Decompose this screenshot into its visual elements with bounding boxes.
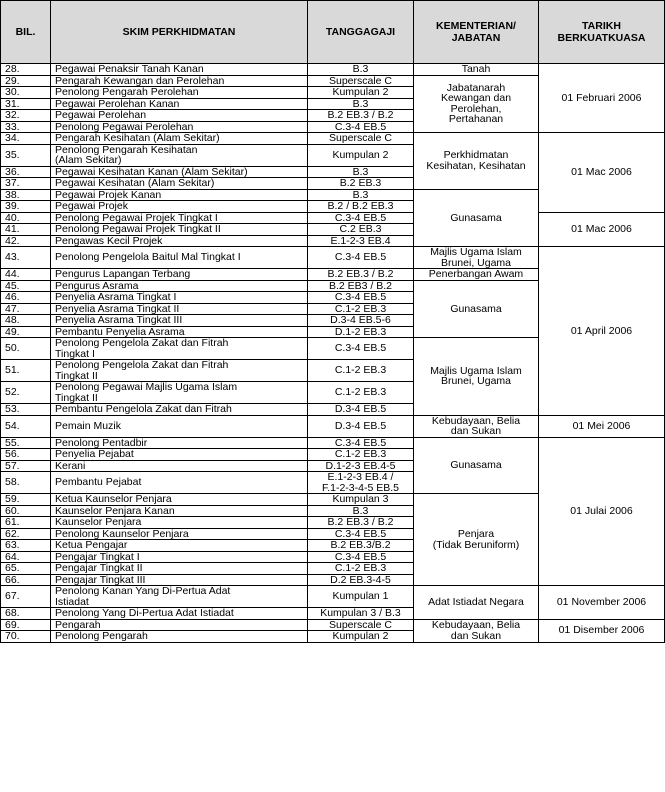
tarikh-cell: 01 Mei 2006 <box>539 415 665 437</box>
row-gaji: C.1-2 EB.3 <box>308 563 414 575</box>
header-tarikh: TARIKH BERKUATKUASA <box>539 1 665 64</box>
row-bil: 39. <box>1 201 51 213</box>
row-bil: 68. <box>1 608 51 620</box>
kementerian-cell: Kebudayaan, Belia dan Sukan <box>414 619 539 642</box>
row-bil: 59. <box>1 494 51 506</box>
row-skim: Penolong Pengarah Perolehan <box>51 87 308 99</box>
row-bil: 62. <box>1 528 51 540</box>
row-bil: 51. <box>1 360 51 382</box>
tarikh-cell: 01 April 2006 <box>539 247 665 416</box>
tarikh-cell: 01 Februari 2006 <box>539 64 665 133</box>
row-gaji: B.2 EB.3 / B.2 <box>308 517 414 529</box>
kementerian-cell: Penerbangan Awam <box>414 269 539 281</box>
table-row <box>1 212 665 224</box>
kementerian-cell: Tanah <box>414 64 539 76</box>
row-gaji: C.3-4 EB.5 <box>308 437 414 449</box>
table-row <box>1 586 665 608</box>
row-skim: Pengurus Asrama <box>51 280 308 292</box>
tarikh-cell: 01 Julai 2006 <box>539 437 665 586</box>
row-gaji: B.2 EB.3 <box>308 178 414 190</box>
row-gaji: C.3-4 EB.5 <box>308 212 414 224</box>
kementerian-cell: Gunasama <box>414 280 539 338</box>
row-gaji: D.1-2 EB.3 <box>308 326 414 338</box>
table-row <box>1 619 665 631</box>
row-bil: 63. <box>1 540 51 552</box>
table-row <box>1 64 665 76</box>
row-gaji: C.3-4 EB.5 <box>308 247 414 269</box>
row-gaji: B.2 EB.3 / B.2 <box>308 110 414 122</box>
header-kementerian: KEMENTERIAN/ JABATAN <box>414 1 539 64</box>
row-gaji: Kumpulan 3 / B.3 <box>308 608 414 620</box>
row-bil: 34. <box>1 133 51 145</box>
tarikh-cell: 01 Disember 2006 <box>539 619 665 642</box>
row-bil: 56. <box>1 449 51 461</box>
row-gaji: B.2 EB.3 / B.2 <box>308 269 414 281</box>
table-row <box>1 133 665 145</box>
row-gaji: B.2 EB.3/B.2 <box>308 540 414 552</box>
row-bil: 69. <box>1 619 51 631</box>
row-bil: 58. <box>1 472 51 494</box>
row-skim: Penolong Pengelola Baitul Mal Tingkat I <box>51 247 308 269</box>
row-gaji: D.1-2-3 EB.4-5 <box>308 460 414 472</box>
row-skim: Penolong Pegawai Perolehan <box>51 121 308 133</box>
header-tanggagaji: TANGGAGAJI <box>308 1 414 64</box>
row-gaji: C.2 EB.3 <box>308 224 414 236</box>
table-row <box>1 247 665 269</box>
row-skim: Pegawai Perolehan Kanan <box>51 98 308 110</box>
row-skim: Pembantu Pengelola Zakat dan Fitrah <box>51 404 308 416</box>
row-skim: Penolong Pegawai Majlis Ugama Islam Tingkat II <box>51 382 308 404</box>
row-skim: Penolong Pentadbir <box>51 437 308 449</box>
row-skim: Penolong Pegawai Projek Tingkat II <box>51 224 308 236</box>
row-bil: 66. <box>1 574 51 586</box>
row-bil: 29. <box>1 75 51 87</box>
row-skim: Pembantu Pejabat <box>51 472 308 494</box>
row-skim: Ketua Kaunselor Penjara <box>51 494 308 506</box>
row-skim: Pengarah Kesihatan (Alam Sekitar) <box>51 133 308 145</box>
row-bil: 43. <box>1 247 51 269</box>
row-bil: 40. <box>1 212 51 224</box>
row-gaji: D.3-4 EB.5 <box>308 404 414 416</box>
row-gaji: C.3-4 EB.5 <box>308 528 414 540</box>
row-bil: 33. <box>1 121 51 133</box>
row-skim: Penyelia Asrama Tingkat III <box>51 315 308 327</box>
row-skim: Pembantu Penyelia Asrama <box>51 326 308 338</box>
row-skim: Pengajar Tingkat II <box>51 563 308 575</box>
row-gaji: Kumpulan 2 <box>308 631 414 643</box>
row-skim: Penolong Pengelola Zakat dan Fitrah Tingkat II <box>51 360 308 382</box>
row-skim: Penolong Pengarah Kesihatan (Alam Sekitar) <box>51 144 308 166</box>
row-skim: Pengarah <box>51 619 308 631</box>
row-bil: 41. <box>1 224 51 236</box>
row-gaji: B.3 <box>308 166 414 178</box>
row-skim: Pengajar Tingkat III <box>51 574 308 586</box>
row-skim: Penolong Yang Di-Pertua Adat Istiadat <box>51 608 308 620</box>
row-gaji: Superscale C <box>308 133 414 145</box>
row-gaji: E.1-2-3 EB.4 / F.1-2-3-4-5 EB.5 <box>308 472 414 494</box>
row-gaji: C.3-4 EB.5 <box>308 338 414 360</box>
row-skim: Pegawai Kesihatan Kanan (Alam Sekitar) <box>51 166 308 178</box>
row-gaji: B.3 <box>308 98 414 110</box>
row-bil: 54. <box>1 415 51 437</box>
kementerian-cell: Gunasama <box>414 437 539 494</box>
row-bil: 52. <box>1 382 51 404</box>
row-skim: Penyelia Asrama Tingkat II <box>51 303 308 315</box>
row-skim: Kaunselor Penjara <box>51 517 308 529</box>
row-bil: 61. <box>1 517 51 529</box>
row-bil: 50. <box>1 338 51 360</box>
row-skim: Kerani <box>51 460 308 472</box>
row-bil: 32. <box>1 110 51 122</box>
row-gaji: B.2 EB3 / B.2 <box>308 280 414 292</box>
header-row <box>1 1 665 64</box>
row-gaji: Kumpulan 3 <box>308 494 414 506</box>
row-bil: 28. <box>1 64 51 76</box>
row-bil: 70. <box>1 631 51 643</box>
kementerian-cell: Majlis Ugama Islam Brunei, Ugama <box>414 338 539 416</box>
row-gaji: Kumpulan 2 <box>308 144 414 166</box>
row-gaji: C.3-4 EB.5 <box>308 121 414 133</box>
row-skim: Pemain Muzik <box>51 415 308 437</box>
row-skim: Penolong Kaunselor Penjara <box>51 528 308 540</box>
row-gaji: C.1-2 EB.3 <box>308 382 414 404</box>
tarikh-cell: 01 Mac 2006 <box>539 133 665 213</box>
row-gaji: B.2 / B.2 EB.3 <box>308 201 414 213</box>
row-gaji: B.3 <box>308 189 414 201</box>
row-skim: Penolong Pengarah <box>51 631 308 643</box>
table-row <box>1 415 665 437</box>
row-skim: Pegawai Penaksir Tanah Kanan <box>51 64 308 76</box>
kementerian-cell: Kebudayaan, Belia dan Sukan <box>414 415 539 437</box>
row-skim: Pegawai Kesihatan (Alam Sekitar) <box>51 178 308 190</box>
header-bil: BIL. <box>1 1 51 64</box>
row-bil: 31. <box>1 98 51 110</box>
row-bil: 60. <box>1 505 51 517</box>
kementerian-cell: Penjara (Tidak Beruniform) <box>414 494 539 586</box>
row-skim: Pegawai Perolehan <box>51 110 308 122</box>
row-bil: 44. <box>1 269 51 281</box>
row-bil: 55. <box>1 437 51 449</box>
row-bil: 65. <box>1 563 51 575</box>
row-bil: 46. <box>1 292 51 304</box>
row-bil: 36. <box>1 166 51 178</box>
row-gaji: C.1-2 EB.3 <box>308 360 414 382</box>
row-bil: 38. <box>1 189 51 201</box>
row-gaji: Kumpulan 2 <box>308 87 414 99</box>
kementerian-cell: Perkhidmatan Kesihatan, Kesihatan <box>414 133 539 190</box>
row-bil: 48. <box>1 315 51 327</box>
kementerian-cell: Gunasama <box>414 189 539 247</box>
tarikh-cell: 01 November 2006 <box>539 586 665 620</box>
row-skim: Kaunselor Penjara Kanan <box>51 505 308 517</box>
row-skim: Penolong Pegawai Projek Tingkat I <box>51 212 308 224</box>
row-skim: Penyelia Asrama Tingkat I <box>51 292 308 304</box>
kementerian-cell: Adat Istiadat Negara <box>414 586 539 620</box>
row-skim: Pengarah Kewangan dan Perolehan <box>51 75 308 87</box>
row-gaji: Superscale C <box>308 75 414 87</box>
row-skim: Ketua Pengajar <box>51 540 308 552</box>
row-gaji: D.3-4 EB.5-6 <box>308 315 414 327</box>
header-skim: SKIM PERKHIDMATAN <box>51 1 308 64</box>
row-gaji: Kumpulan 1 <box>308 586 414 608</box>
row-bil: 42. <box>1 235 51 247</box>
row-gaji: D.3-4 EB.5 <box>308 415 414 437</box>
row-bil: 30. <box>1 87 51 99</box>
row-bil: 64. <box>1 551 51 563</box>
row-skim: Pegawai Projek Kanan <box>51 189 308 201</box>
table-row <box>1 437 665 449</box>
row-skim: Penyelia Pejabat <box>51 449 308 461</box>
row-gaji: C.3-4 EB.5 <box>308 551 414 563</box>
row-bil: 57. <box>1 460 51 472</box>
row-gaji: B.3 <box>308 64 414 76</box>
row-gaji: C.1-2 EB.3 <box>308 303 414 315</box>
row-gaji: C.3-4 EB.5 <box>308 292 414 304</box>
row-skim: Pegawai Projek <box>51 201 308 213</box>
kementerian-cell: Jabatanarah Kewangan dan Perolehan, Pertahanan <box>414 75 539 133</box>
row-skim: Pengajar Tingkat I <box>51 551 308 563</box>
row-bil: 67. <box>1 586 51 608</box>
row-gaji: C.1-2 EB.3 <box>308 449 414 461</box>
row-bil: 47. <box>1 303 51 315</box>
row-gaji: E.1-2-3 EB.4 <box>308 235 414 247</box>
row-skim: Pengawas Kecil Projek <box>51 235 308 247</box>
row-bil: 37. <box>1 178 51 190</box>
row-skim: Penolong Kanan Yang Di-Pertua Adat Istiadat <box>51 586 308 608</box>
row-bil: 49. <box>1 326 51 338</box>
row-bil: 53. <box>1 404 51 416</box>
kementerian-cell: Majlis Ugama Islam Brunei, Ugama <box>414 247 539 269</box>
row-skim: Penolong Pengelola Zakat dan Fitrah Tingkat I <box>51 338 308 360</box>
tarikh-cell: 01 Mac 2006 <box>539 212 665 247</box>
row-gaji: Superscale C <box>308 619 414 631</box>
row-gaji: B.3 <box>308 505 414 517</box>
row-bil: 45. <box>1 280 51 292</box>
row-skim: Pengurus Lapangan Terbang <box>51 269 308 281</box>
row-bil: 35. <box>1 144 51 166</box>
row-gaji: D.2 EB.3-4-5 <box>308 574 414 586</box>
